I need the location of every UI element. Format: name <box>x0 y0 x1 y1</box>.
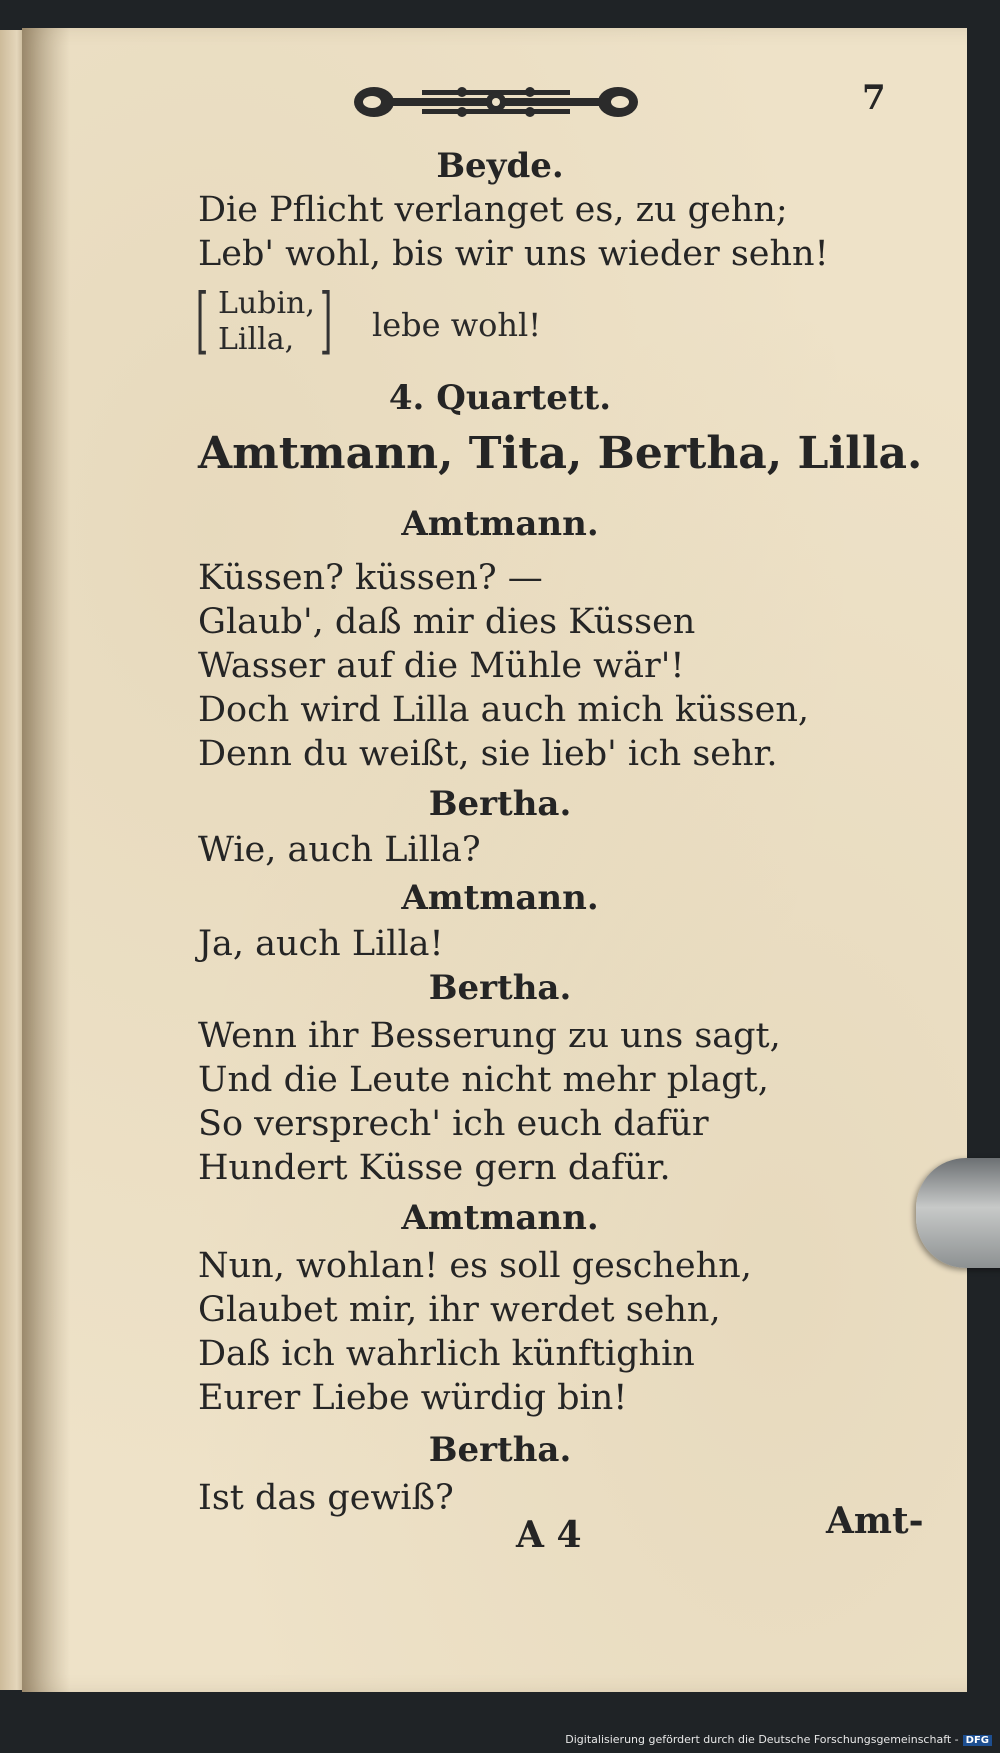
verse-line: Küssen? küssen? — <box>198 558 543 598</box>
verse-line: Wasser auf die Mühle wär'! <box>198 646 685 686</box>
verse-line: Und die Leute nicht mehr plagt, <box>198 1060 769 1100</box>
speaker-bertha: Bertha. <box>428 968 572 1008</box>
footer-text: Digitalisierung gefördert durch die Deutsche Forschungsgemeinschaft - <box>565 1733 959 1746</box>
verse-line: So versprech' ich euch dafür <box>198 1104 709 1144</box>
verse-line: Wie, auch Lilla? <box>198 830 481 870</box>
verse-line: Daß ich wahrlich künftighin <box>198 1334 695 1374</box>
verse-line: Die Pflicht verlanget es, zu gehn; <box>198 190 788 230</box>
speaker-amtmann: Amtmann. <box>401 878 599 918</box>
speaker-beyde: Beyde. <box>436 146 564 186</box>
speaker-bertha: Bertha. <box>428 1430 572 1470</box>
brace-names <box>218 286 315 358</box>
verse-line: Nun, wohlan! es soll geschehn, <box>198 1246 752 1286</box>
catchword: Amt- <box>826 1500 924 1542</box>
brace-name: Lubin, <box>218 286 315 321</box>
verse-line: Ist das gewiß? <box>198 1478 454 1518</box>
verse-line: Denn du weißt, sie lieb' ich sehr. <box>198 734 778 774</box>
verse-line: Eurer Liebe würdig bin! <box>198 1378 628 1418</box>
dfg-logo: DFG <box>963 1735 992 1746</box>
brace-text: lebe wohl! <box>372 306 542 344</box>
number-heading: 4. Quartett. <box>388 378 612 418</box>
page-number: 7 <box>862 78 886 118</box>
verse-line: Doch wird Lilla auch mich küssen, <box>198 690 810 730</box>
verse-line: Glaub', daß mir dies Küssen <box>198 602 696 642</box>
verse-line: Hundert Küsse gern dafür. <box>198 1148 671 1188</box>
signature-mark: A 4 <box>516 1514 582 1556</box>
verse-line: Wenn ihr Besserung zu uns sagt, <box>198 1016 781 1056</box>
speaker-amtmann: Amtmann. <box>401 504 599 544</box>
brace-name: Lilla, <box>218 322 295 357</box>
verse-line: Ja, auch Lilla! <box>198 924 444 964</box>
page-clip <box>916 1158 1000 1268</box>
printers-ornament <box>352 76 640 128</box>
right-brace: ] <box>319 278 333 362</box>
left-brace: [ <box>195 278 209 362</box>
speaker-amtmann: Amtmann. <box>401 1198 599 1238</box>
footer-credit <box>565 1733 992 1746</box>
speaker-bertha: Bertha. <box>428 784 572 824</box>
verse-line: Glaubet mir, ihr werdet sehn, <box>198 1290 721 1330</box>
character-list: Amtmann, Tita, Bertha, Lilla. <box>198 428 923 479</box>
verse-line: Leb' wohl, bis wir uns wieder sehn! <box>198 234 829 274</box>
